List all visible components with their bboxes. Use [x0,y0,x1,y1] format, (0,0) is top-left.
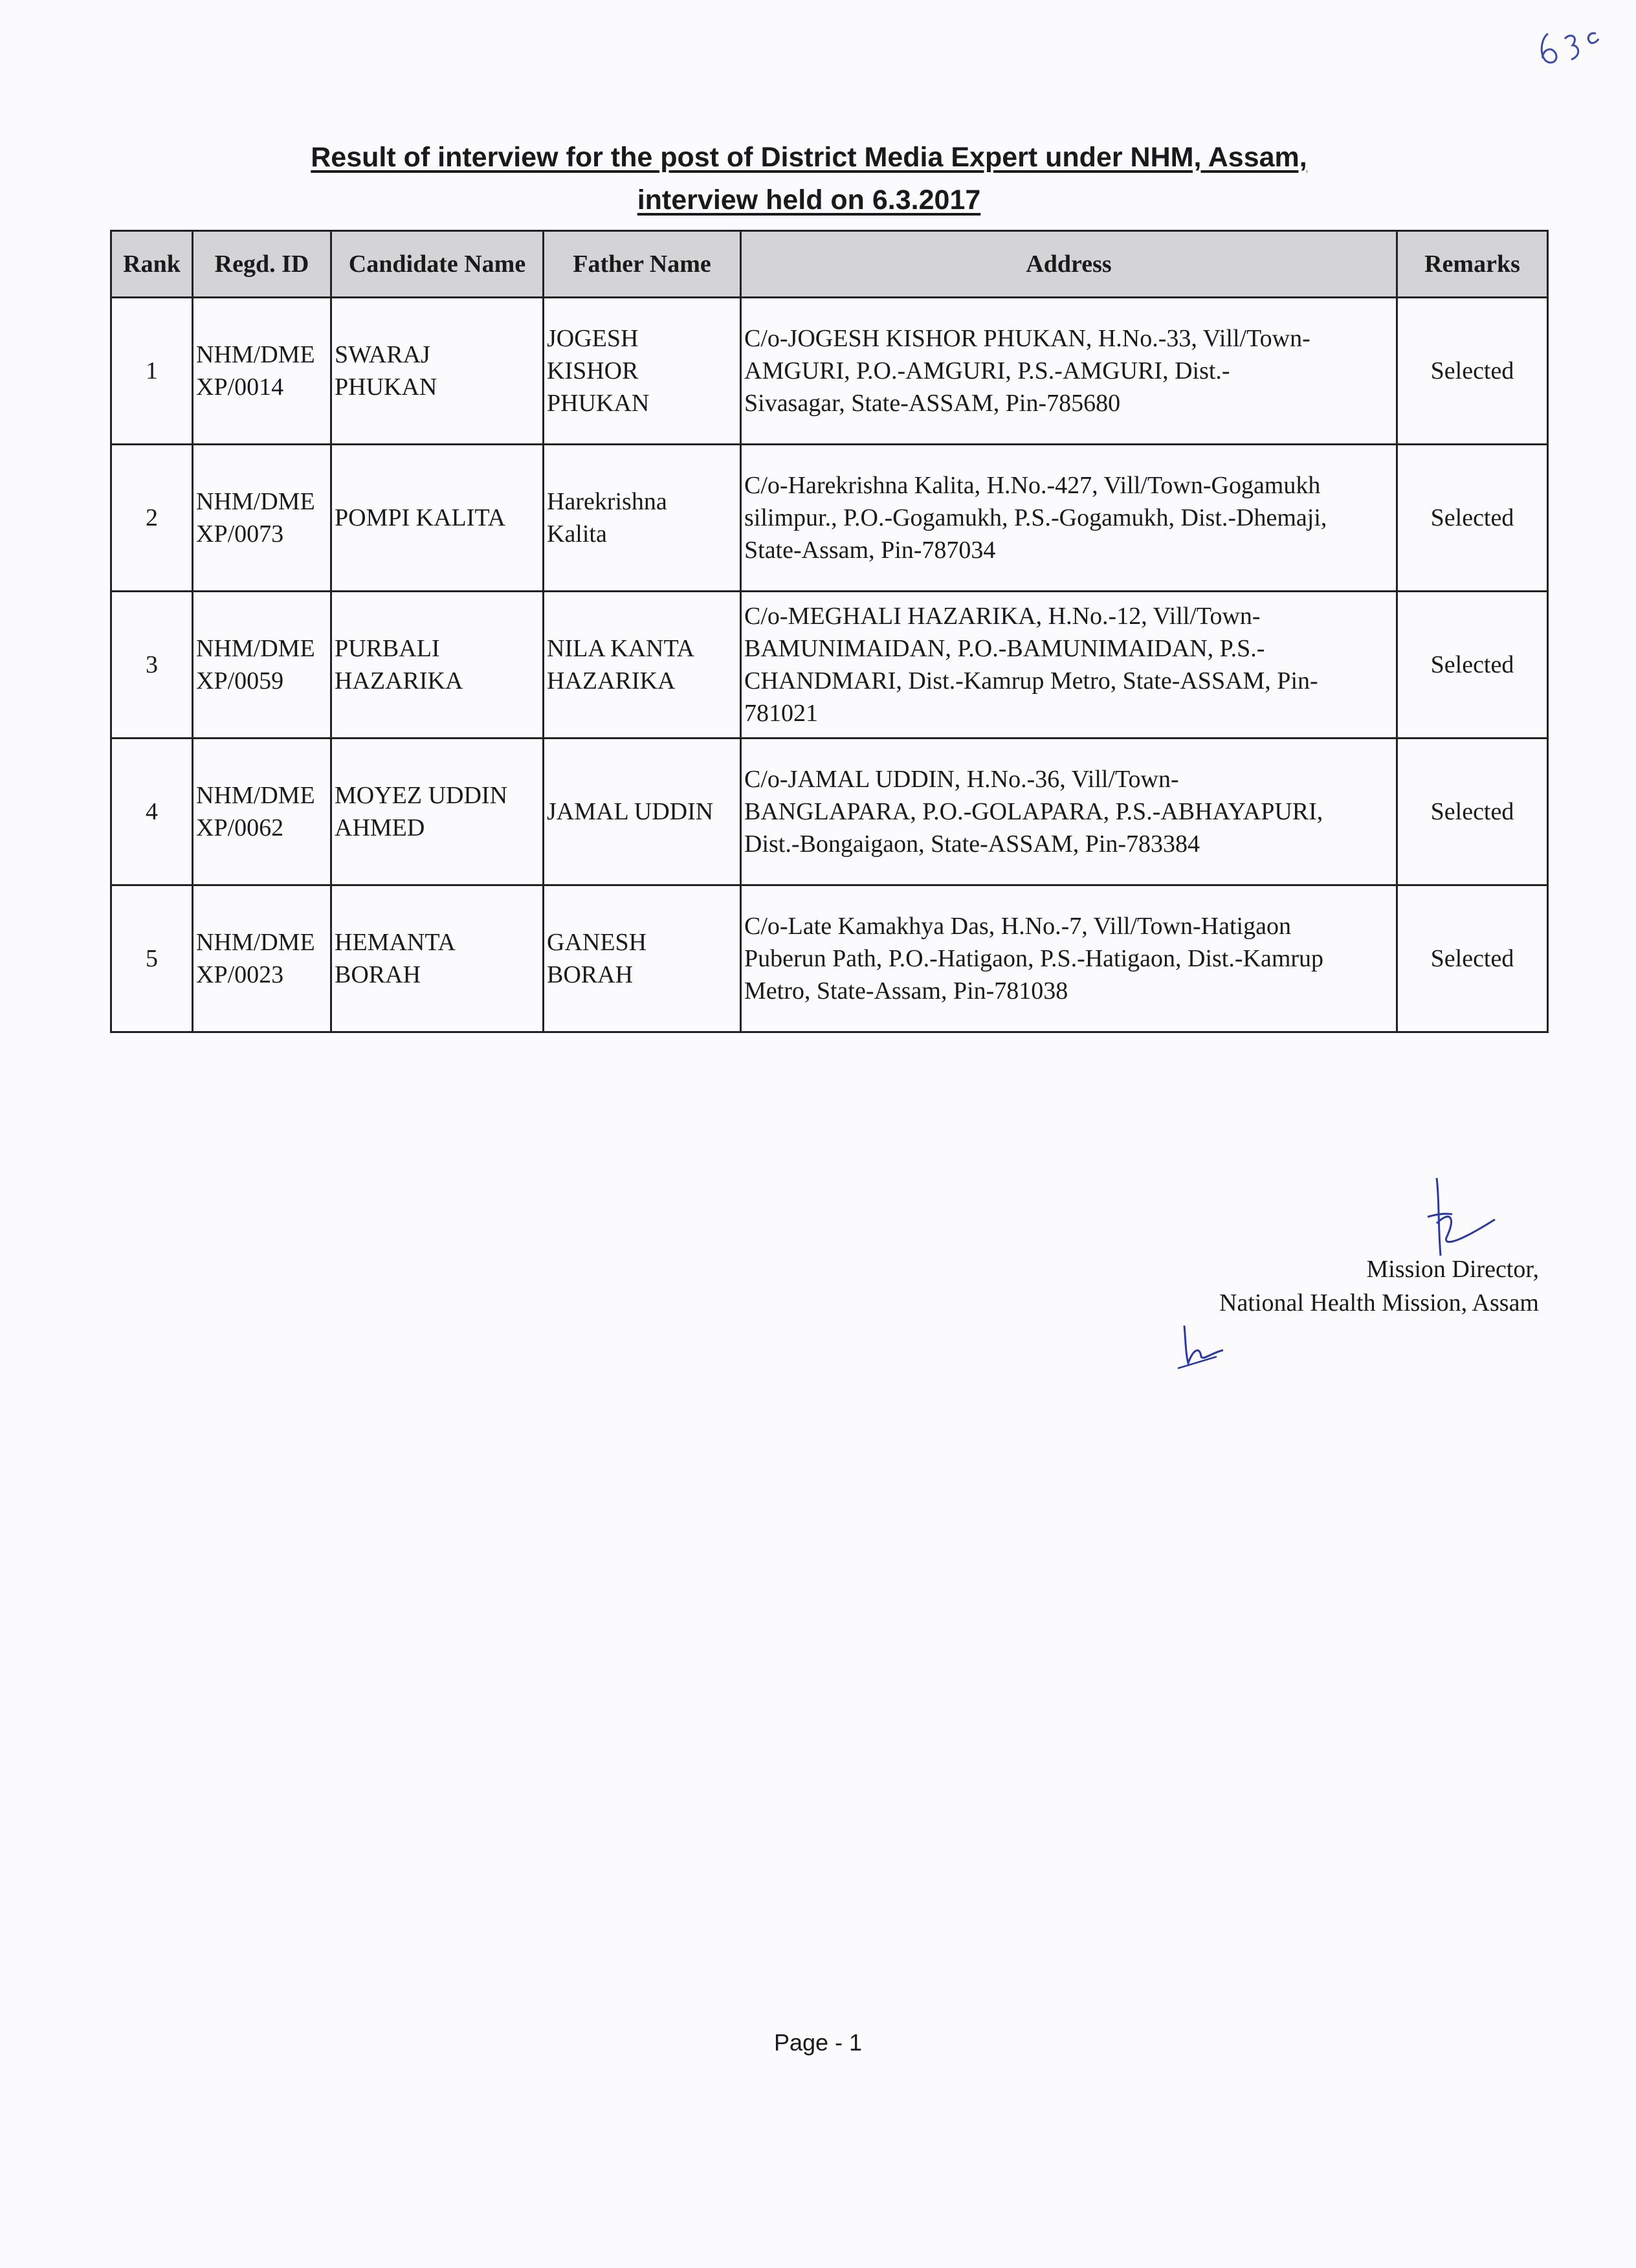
candidate-name-line: HAZARIKA [335,667,463,695]
candidate-name-cell [331,445,544,592]
father-name-line: Harekrishna [547,488,667,515]
regd-id-line: NHM/DME [196,782,315,809]
title-line-2: interview held on 6.3.2017 [637,184,981,216]
address-line: C/o-JAMAL UDDIN, H.No.-36, Vill/Town- [744,766,1179,793]
regd-id-cell [193,739,331,885]
designation-title: Mission Director, [1366,1256,1539,1283]
candidate-name-line: MOYEZ UDDIN [335,782,508,809]
remarks-cell: Selected [1397,445,1548,592]
father-name-cell [544,885,741,1032]
address-line: BANGLAPARA, P.O.-GOLAPARA, P.S.-ABHAYAPURI, [744,798,1323,825]
regd-id-cell [193,298,331,445]
candidate-name-cell [331,739,544,885]
father-name-cell [544,445,741,592]
designation-organisation: National Health Mission, Assam [1219,1289,1539,1317]
address-cell [741,885,1397,1032]
regd-id-cell [193,445,331,592]
father-name-cell [544,739,741,885]
address-cell [741,739,1397,885]
address-line: C/o-MEGHALI HAZARIKA, H.No.-12, Vill/Town- [744,603,1261,630]
regd-id-line: XP/0062 [196,814,284,841]
remarks-cell: Selected [1397,885,1548,1032]
table-row [111,739,1548,885]
address-line: C/o-Harekrishna Kalita, H.No.-427, Vill/Town-Gogamukh [744,472,1321,499]
father-name-cell [544,298,741,445]
table-row [111,885,1548,1032]
address-line: State-Assam, Pin-787034 [744,537,996,564]
address-line: BAMUNIMAIDAN, P.O.-BAMUNIMAIDAN, P.S.- [744,635,1265,662]
initials-mark [1171,1320,1230,1372]
address-line: Puberun Path, P.O.-Hatigaon, P.S.-Hatigaon, Dist.-Kamrup [744,945,1324,972]
handwritten-page-note [1534,19,1605,78]
document-title [194,136,1424,221]
father-name-line: JOGESH [547,325,639,352]
header-regd-id: Regd. ID [193,231,331,298]
father-name-cell [544,592,741,739]
regd-id-line: XP/0014 [196,373,284,401]
address-line: Metro, State-Assam, Pin-781038 [744,977,1068,1005]
father-name-line: NILA KANTA [547,635,695,662]
address-line: Sivasagar, State-ASSAM, Pin-785680 [744,390,1121,417]
address-line: C/o-JOGESH KISHOR PHUKAN, H.No.-33, Vill/Town- [744,325,1310,352]
results-table [110,230,1549,1033]
regd-id-line: NHM/DME [196,341,315,368]
regd-id-line: NHM/DME [196,929,315,956]
father-name-line: PHUKAN [547,390,650,417]
remarks-cell: Selected [1397,739,1548,885]
candidate-name-line: POMPI KALITA [335,504,506,531]
regd-id-line: NHM/DME [196,635,315,662]
candidate-name-line: BORAH [335,961,421,988]
address-cell [741,298,1397,445]
remarks-cell: Selected [1397,298,1548,445]
address-line: AMGURI, P.O.-AMGURI, P.S.-AMGURI, Dist.- [744,357,1230,384]
table-row [111,298,1548,445]
address-line: CHANDMARI, Dist.-Kamrup Metro, State-ASSAM, Pin- [744,667,1318,695]
table-row [111,445,1548,592]
candidate-name-cell [331,592,544,739]
regd-id-cell [193,885,331,1032]
address-cell [741,445,1397,592]
rank-cell: 4 [111,739,193,885]
rank-cell: 5 [111,885,193,1032]
candidate-name-cell [331,885,544,1032]
table-row [111,592,1548,739]
rank-cell: 1 [111,298,193,445]
table-body [111,298,1548,1032]
father-name-line: GANESH [547,929,647,956]
regd-id-line: XP/0059 [196,667,284,695]
regd-id-cell [193,592,331,739]
address-cell [741,592,1397,739]
remarks-cell: Selected [1397,592,1548,739]
regd-id-line: XP/0023 [196,961,284,988]
rank-cell: 3 [111,592,193,739]
rank-cell: 2 [111,445,193,592]
candidate-name-cell [331,298,544,445]
candidate-name-line: PURBALI [335,635,440,662]
signature-block [1219,1252,1539,1320]
header-rank: Rank [111,231,193,298]
father-name-line: HAZARIKA [547,667,676,695]
father-name-line: JAMAL UDDIN [547,798,714,825]
candidate-name-line: AHMED [335,814,425,841]
regd-id-line: NHM/DME [196,488,315,515]
regd-id-line: XP/0073 [196,520,284,548]
table-header-row [111,231,1548,298]
header-remarks: Remarks [1397,231,1548,298]
father-name-line: KISHOR [547,357,639,384]
header-candidate-name: Candidate Name [331,231,544,298]
address-line: C/o-Late Kamakhya Das, H.No.-7, Vill/Town-Hatigaon [744,913,1291,940]
header-address: Address [741,231,1397,298]
address-line: Dist.-Bongaigaon, State-ASSAM, Pin-783384 [744,830,1200,858]
title-line-1: Result of interview for the post of District Media Expert under NHM, Assam, [311,142,1307,173]
candidate-name-line: PHUKAN [335,373,437,401]
father-name-line: Kalita [547,520,607,548]
candidate-name-line: SWARAJ [335,341,430,368]
father-name-line: BORAH [547,961,634,988]
page-number: Page - 1 [773,2029,863,2056]
address-line: 781021 [744,700,818,727]
header-father-name: Father Name [544,231,741,298]
candidate-name-line: HEMANTA [335,929,456,956]
address-line: silimpur., P.O.-Gogamukh, P.S.-Gogamukh, Dist.-Dhemaji, [744,504,1327,531]
